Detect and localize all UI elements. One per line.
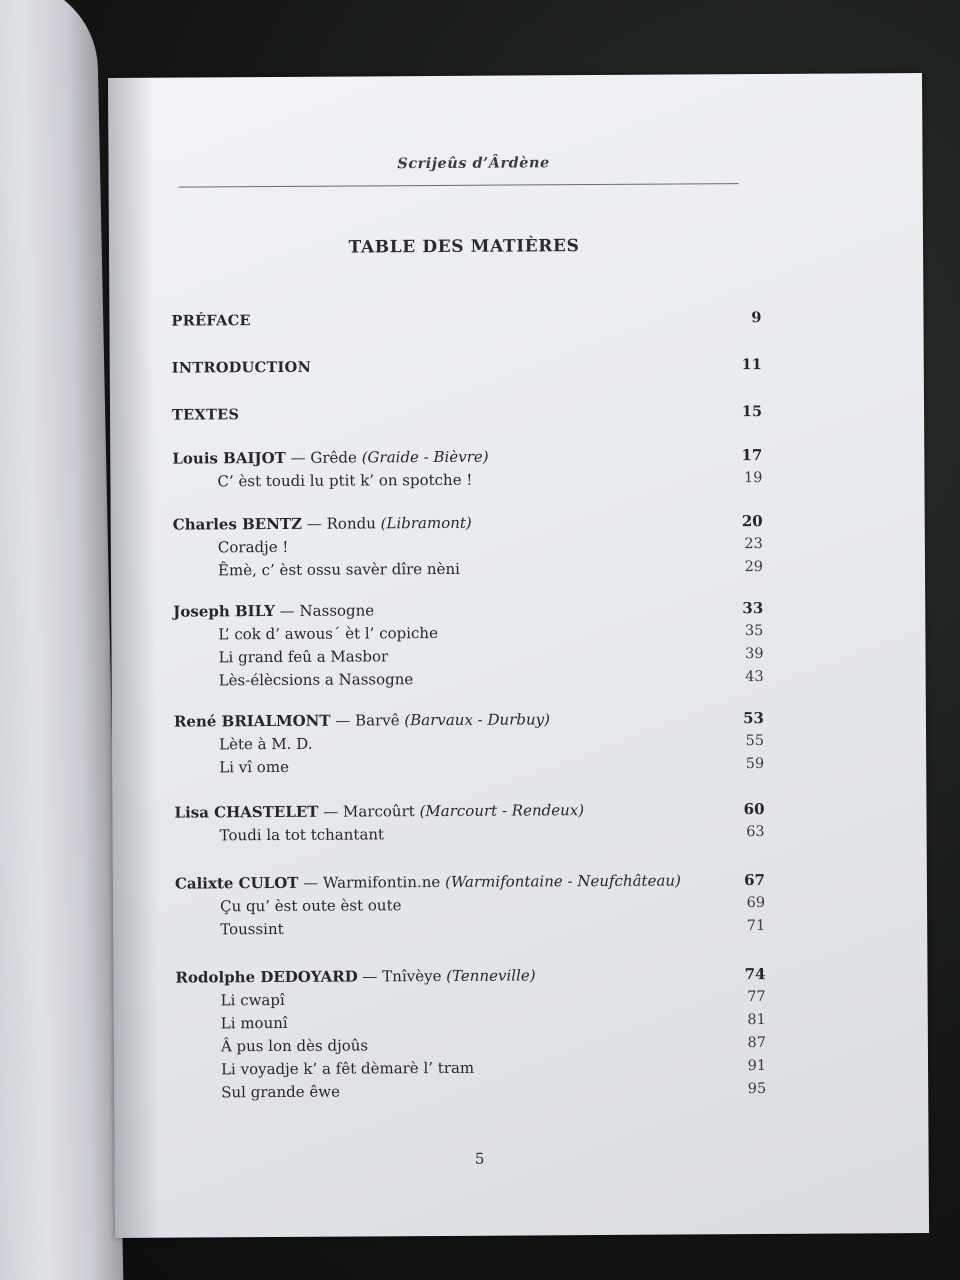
toc-work-row <box>174 753 764 779</box>
author-name: Rodolphe DEDOYARD <box>175 967 358 987</box>
separator-dash: — <box>290 448 306 467</box>
author-page: 33 <box>742 599 764 618</box>
toc-author-row <box>175 963 765 989</box>
author-page: 17 <box>741 446 763 465</box>
separator-dash: — <box>362 967 378 986</box>
section-label: TEXTES <box>172 406 240 424</box>
author-entry <box>173 512 472 536</box>
work-page: 39 <box>745 646 764 663</box>
work-title: Li cwapî <box>220 990 285 1010</box>
work-page: 19 <box>743 470 763 487</box>
author-entry <box>175 870 681 895</box>
page-number: 5 <box>474 1149 485 1168</box>
work-title: Li vî ome <box>219 757 289 777</box>
work-title: Li grand feû a Masbor <box>218 647 389 667</box>
author-place: Grêde <box>310 448 357 467</box>
section-label: INTRODUCTION <box>171 358 312 377</box>
toc-work-row <box>176 1055 766 1081</box>
author-place: Marcoûrt <box>342 802 415 821</box>
running-head: Scrijeûs d’Ârdène <box>397 154 550 173</box>
work-title: C’ èst toudi lu ptit k’ on spotche ! <box>217 470 473 491</box>
author-name: René BRIALMONT <box>173 711 331 731</box>
section-label: PRÉFACE <box>171 312 251 330</box>
work-page: 77 <box>747 989 766 1006</box>
author-page: 20 <box>741 512 763 531</box>
toc-work-row <box>175 892 765 918</box>
work-page: 69 <box>746 895 766 912</box>
author-name: Louis BAIJOT <box>172 448 286 468</box>
author-page: 53 <box>742 709 764 728</box>
toc-author-row <box>175 869 765 895</box>
work-page: 35 <box>744 623 764 640</box>
author-place: Tnîvèye <box>382 966 442 986</box>
toc-work-row <box>174 730 764 756</box>
work-title: Êmè, c’ èst ossu savèr dîre nèni <box>217 559 460 580</box>
separator-dash: — <box>303 873 319 892</box>
toc-work-row <box>176 1032 766 1058</box>
section-page: 15 <box>741 403 763 421</box>
work-title: Â pus lon dès djoûs <box>220 1036 369 1056</box>
toc-section-row <box>172 401 762 427</box>
work-title: L’ cok d’ awous´ èt l’ copiche <box>218 623 438 644</box>
separator-dash: — <box>335 711 351 730</box>
toc-work-row <box>173 620 763 646</box>
author-place-note: (Graide - Bièvre) <box>361 447 489 467</box>
work-title: Toudi la tot tchantant <box>219 825 385 845</box>
toc-section-row <box>172 354 762 380</box>
author-name: Charles BENTZ <box>172 514 303 534</box>
work-page: 23 <box>744 536 763 553</box>
work-page: 63 <box>746 824 765 841</box>
book-page <box>108 73 929 1238</box>
author-place: Barvê <box>355 711 400 730</box>
separator-dash: — <box>306 514 322 533</box>
work-page: 43 <box>745 669 764 686</box>
toc-work-row <box>173 643 763 669</box>
toc-author-row <box>173 510 763 536</box>
toc-author-row <box>174 798 764 824</box>
toc-title: TABLE DES MATIÈRES <box>348 236 580 258</box>
work-title: Li voyadje k’ a fêt dèmarè l’ tram <box>221 1058 475 1079</box>
work-title: Lès-élècsions a Nassogne <box>218 670 414 690</box>
work-page: 81 <box>747 1011 766 1029</box>
work-title: Li mounî <box>220 1013 288 1033</box>
toc-section-row <box>171 307 761 333</box>
work-page: 87 <box>747 1034 766 1052</box>
author-place: Nassogne <box>299 601 375 620</box>
toc-author-row <box>172 444 762 470</box>
author-name: Calixte CULOT <box>174 873 299 893</box>
work-title: Çu qu’ èst oute èst oute <box>220 896 402 916</box>
toc-author-row <box>173 597 763 623</box>
author-place: Warmifontin.ne <box>322 872 441 892</box>
author-page: 60 <box>743 800 765 819</box>
work-title: Sul grande êwe <box>221 1082 340 1102</box>
work-page: 55 <box>745 733 765 750</box>
author-place-note: (Tenneville) <box>446 966 536 985</box>
work-title: Coradje ! <box>217 537 289 557</box>
work-title: Toussint <box>220 919 284 939</box>
work-page: 71 <box>746 918 766 935</box>
author-name: Lisa CHASTELET <box>174 802 319 822</box>
author-place-note: (Barvaux - Durbuy) <box>404 710 550 730</box>
toc-author-row <box>174 707 764 733</box>
toc-work-row <box>176 986 766 1012</box>
author-place-note: (Marcourt - Rendeux) <box>419 801 585 821</box>
author-entry <box>172 446 488 470</box>
work-title: Lète à M. D. <box>219 734 313 754</box>
toc-work-row <box>173 533 763 559</box>
toc-work-row <box>172 467 762 493</box>
toc-work-row <box>176 1078 766 1104</box>
author-entry <box>173 599 374 622</box>
header-rule <box>179 183 739 187</box>
author-name: Joseph BILY <box>173 601 276 621</box>
work-page: 91 <box>747 1057 767 1075</box>
work-page: 29 <box>744 559 764 576</box>
author-entry <box>174 708 550 732</box>
work-page: 59 <box>745 756 765 773</box>
section-page: 11 <box>741 356 762 374</box>
toc-work-row <box>175 821 765 847</box>
author-page: 74 <box>744 965 766 984</box>
author-entry <box>174 799 584 824</box>
author-page: 67 <box>743 871 765 890</box>
separator-dash: — <box>279 601 295 620</box>
toc-work-row <box>173 556 763 582</box>
left-page-edge <box>0 0 124 1280</box>
author-place-note: (Warmifontaine - Neufchâteau) <box>445 871 681 891</box>
section-page: 9 <box>751 309 762 327</box>
author-entry <box>175 964 535 988</box>
work-page: 95 <box>747 1080 767 1098</box>
separator-dash: — <box>323 802 339 821</box>
author-place-note: (Libramont) <box>380 513 472 533</box>
author-place: Rondu <box>326 514 376 533</box>
toc-work-row <box>176 1009 766 1035</box>
toc-work-row <box>175 915 765 941</box>
toc-work-row <box>174 666 764 692</box>
